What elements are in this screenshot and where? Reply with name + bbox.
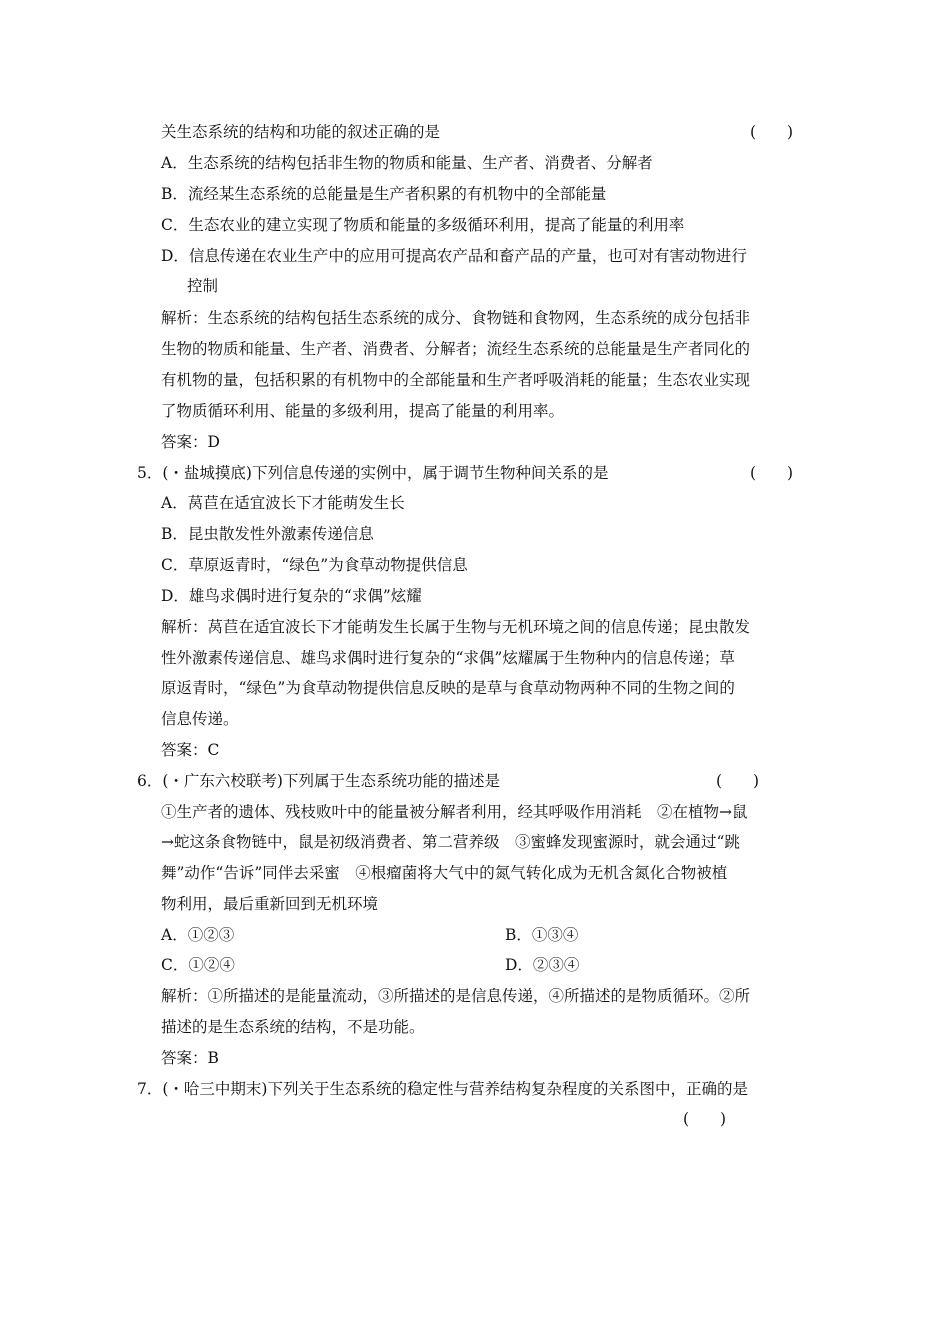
q6-option-c: C．①②④: [161, 956, 235, 974]
q5-stem: 5．(・盐城摸底)下列信息传递的实例中，属于调节生物种间关系的是: [137, 464, 609, 482]
q4-option-a: A．生态系统的结构包括非生物的物质和能量、生产者、消费者、分解者: [161, 154, 653, 172]
q5-analysis-line: 性外激素传递信息、雄鸟求偶时进行复杂的“求偶”炫耀属于生物种内的信息传递；草: [161, 649, 735, 667]
q6-stem: 6．(・广东六校联考)下列属于生态系统功能的描述是: [137, 772, 500, 790]
q5-option-d: D．雄鸟求偶时进行复杂的“求偶”炫耀: [161, 587, 422, 605]
q4-analysis-line: 解析：生态系统的结构包括生态系统的成分、食物链和食物网，生态系统的成分包括非: [161, 309, 751, 327]
q6-option-d: D．②③④: [505, 956, 580, 974]
q6-statement-line: 舞”动作“告诉”同伴去采蜜 ④根瘤菌将大气中的氮气转化成为无机含氮化合物被植: [161, 864, 728, 882]
q5-option-c: C．草原返青时，“绿色”为食草动物提供信息: [161, 556, 468, 574]
q6-statement-line: 物利用，最后重新回到无机环境: [161, 895, 379, 913]
q5-analysis-line: 信息传递。: [161, 710, 239, 728]
q6-statement-line: →蛇这条食物链中，鼠是初级消费者、第二营养级 ③蜜蜂发现蜜源时，就会通过“跳: [161, 833, 740, 851]
q6-option-b: B．①③④: [505, 926, 579, 944]
q6-answer-paren: ( ): [716, 772, 760, 790]
q7-answer-paren: ( ): [683, 1110, 727, 1128]
q6-statement-line: ①生产者的遗体、残枝败叶中的能量被分解者利用，经其呼吸作用消耗 ②在植物→鼠: [161, 803, 748, 821]
q6-analysis-line: 描述的是生态系统的结构，不是功能。: [161, 1018, 425, 1036]
q6-answer: 答案：B: [161, 1049, 219, 1067]
q5-answer-paren: ( ): [750, 464, 794, 482]
q4-option-d-cont: 控制: [187, 277, 219, 295]
q5-option-a: A．莴苣在适宜波长下才能萌发生长: [161, 494, 405, 512]
q4-stem: 关生态系统的结构和功能的叙述正确的是: [161, 123, 441, 141]
q7-stem: 7．(・哈三中期末)下列关于生态系统的稳定性与营养结构复杂程度的关系图中，正确的是: [137, 1080, 748, 1098]
q5-answer: 答案：C: [161, 741, 220, 759]
q4-answer-paren: ( ): [750, 123, 794, 141]
q4-analysis-line: 有机物的量，包括积累的有机物中的全部能量和生产者呼吸消耗的能量；生态农业实现: [161, 371, 751, 389]
q4-option-b: B．流经某生态系统的总能量是生产者积累的有机物中的全部能量: [161, 185, 607, 203]
q4-analysis-line: 生物的物质和能量、生产者、消费者、分解者；流经生态系统的总能量是生产者同化的: [161, 340, 751, 358]
q4-answer: 答案：D: [161, 433, 220, 451]
q5-option-b: B．昆虫散发性外激素传递信息: [161, 525, 374, 543]
q4-analysis-line: 了物质循环利用、能量的多级利用，提高了能量的利用率。: [161, 402, 565, 420]
q5-analysis-line: 解析：莴苣在适宜波长下才能萌发生长属于生物与无机环境之间的信息传递；昆虫散发: [161, 618, 751, 636]
q5-analysis-line: 原返青时，“绿色”为食草动物提供信息反映的是草与食草动物两种不同的生物之间的: [161, 679, 735, 697]
q6-option-a: A．①②③: [161, 926, 235, 944]
q4-option-d: D．信息传递在农业生产中的应用可提高农产品和畜产品的产量，也可对有害动物进行: [161, 247, 747, 265]
q6-analysis-line: 解析：①所描述的是能量流动，③所描述的是信息传递，④所描述的是物质循环。②所: [161, 987, 751, 1005]
q4-option-c: C．生态农业的建立实现了物质和能量的多级循环利用，提高了能量的利用率: [161, 216, 685, 234]
